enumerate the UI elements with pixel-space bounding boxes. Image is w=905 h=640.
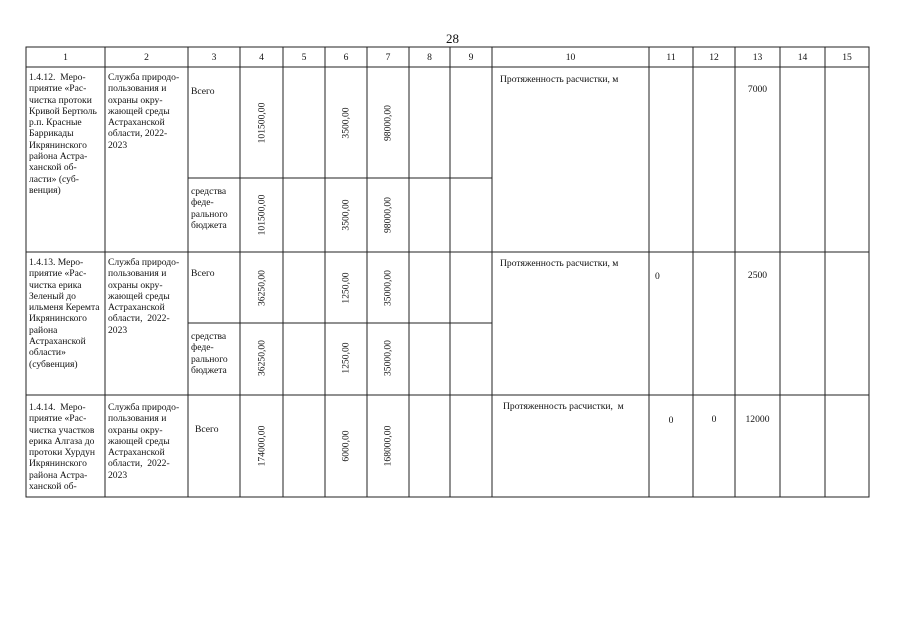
row1-total-label: Всего bbox=[191, 86, 215, 97]
header-col-2: 2 bbox=[144, 52, 149, 63]
row2-federal-col6: 1250,00 bbox=[340, 342, 352, 374]
header-col-7: 7 bbox=[385, 52, 391, 63]
row1-federal-col4: 101500,00 bbox=[256, 194, 268, 236]
header-col-11: 11 bbox=[666, 52, 676, 63]
row3-col11: 0 bbox=[668, 415, 674, 426]
row3-col12: 0 bbox=[711, 414, 717, 425]
row3-total-col7: 168000,00 bbox=[382, 425, 394, 467]
row2-measure-name: 1.4.13. Меро- приятие «Рас- чистка ерика Зеленый до ильменя Керемта Икрянинского района Астраханской области» (субвенция) bbox=[29, 257, 100, 370]
row2-executor: Служба природо- пользования и охраны окру- жающей среды Астраханской области, 2022- 2023 bbox=[108, 257, 180, 336]
row1-total-col7: 98000,00 bbox=[382, 105, 394, 141]
row1-federal-col6: 3500,00 bbox=[340, 199, 352, 231]
row3-indicator: Протяженность расчистки, м bbox=[503, 401, 624, 412]
row1-total-col6: 3500,00 bbox=[340, 107, 352, 139]
row3-total-col6: 6000,00 bbox=[340, 430, 352, 462]
row1-indicator: Протяженность расчистки, м bbox=[500, 74, 619, 85]
row2-total-label: Всего bbox=[191, 268, 215, 279]
header-col-14: 14 bbox=[797, 52, 808, 63]
row1-total-col4: 101500,00 bbox=[256, 102, 268, 144]
row1-measure-name: 1.4.12. Меро- приятие «Рас- чистка протоки Кривой Бертюль р.п. Красные Баррикады Икрянинского района Астра- ханской об- ласти» (суб- венция) bbox=[29, 72, 97, 196]
header-col-5: 5 bbox=[301, 52, 307, 63]
header-col-6: 6 bbox=[343, 52, 349, 63]
header-col-10: 10 bbox=[565, 52, 576, 63]
row3-executor: Служба природо- пользования и охраны окру- жающей среды Астраханской области, 2022- 2023 bbox=[108, 402, 180, 481]
row1-col13: 7000 bbox=[747, 84, 768, 95]
row2-total-col7: 35000,00 bbox=[382, 270, 394, 306]
header-col-15: 15 bbox=[842, 52, 852, 63]
header-col-13: 13 bbox=[752, 52, 763, 63]
row2-federal-col7: 35000,00 bbox=[382, 340, 394, 376]
row3-col13: 12000 bbox=[745, 414, 770, 425]
row1-federal-col7: 98000,00 bbox=[382, 197, 394, 233]
row3-total-label: Всего bbox=[195, 424, 219, 435]
header-col-12: 12 bbox=[709, 52, 719, 63]
row2-total-col6: 1250,00 bbox=[340, 272, 352, 304]
header-col-8: 8 bbox=[427, 52, 432, 63]
header-col-9: 9 bbox=[468, 52, 474, 63]
row1-executor: Служба природо- пользования и охраны окру- жающей среды Астраханской области, 2022- 2023 bbox=[108, 72, 180, 151]
row2-col11: 0 bbox=[655, 271, 660, 282]
row2-federal-label: средства феде- рального бюджета bbox=[191, 331, 228, 376]
row3-total-col4: 174000,00 bbox=[256, 425, 268, 467]
header-col-1: 1 bbox=[63, 52, 68, 63]
header-col-3: 3 bbox=[211, 52, 217, 63]
row2-federal-col4: 36250,00 bbox=[256, 340, 268, 376]
row3-measure-name: 1.4.14. Меро- приятие «Рас- чистка участков ерика Алгаза до протоки Хурдун Икрянинского района Астра- ханской об- bbox=[29, 402, 96, 493]
page-number: 28 bbox=[446, 31, 459, 46]
row1-federal-label: средства феде- рального бюджета bbox=[191, 186, 228, 231]
row2-indicator: Протяженность расчистки, м bbox=[500, 258, 619, 269]
header-col-4: 4 bbox=[259, 52, 264, 63]
row2-total-col4: 36250,00 bbox=[256, 270, 268, 306]
row2-col13: 2500 bbox=[747, 270, 768, 281]
